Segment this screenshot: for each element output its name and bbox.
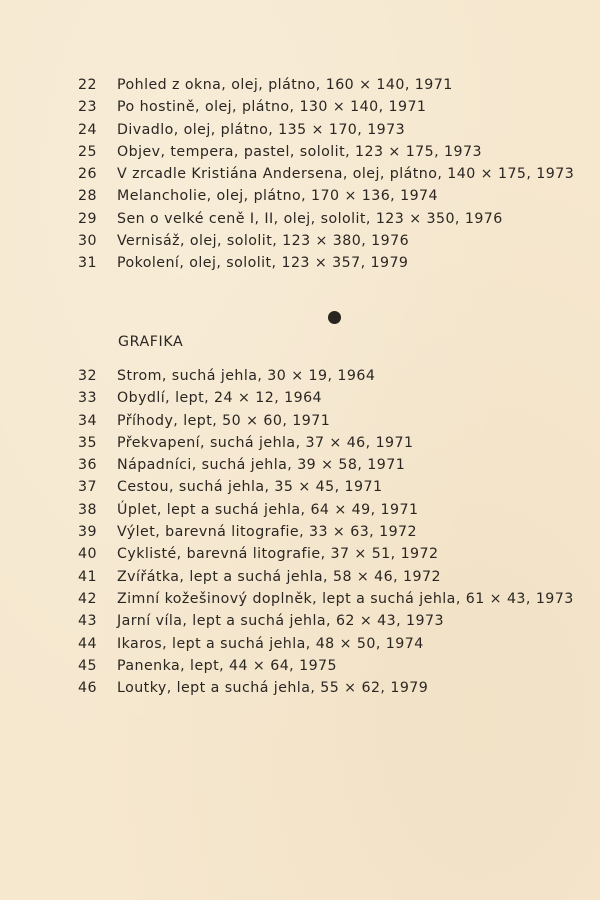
entry-description: Pokolení, olej, sololit, 123 × 357, 1979 <box>117 255 409 272</box>
entry-description: Cyklisté, barevná litografie, 37 × 51, 1972 <box>117 546 439 563</box>
entry-number: 37 <box>78 479 97 496</box>
entry-description: Loutky, lept a suchá jehla, 55 × 62, 1979 <box>117 680 429 697</box>
entry-number: 28 <box>78 188 97 205</box>
catalogue-entry <box>78 365 578 387</box>
paintings-list <box>78 74 578 275</box>
entry-description: Melancholie, olej, plátno, 170 × 136, 1974 <box>117 188 439 205</box>
entry-description: Sen o velké ceně I, II, olej, sololit, 123 × 350, 1976 <box>117 210 503 227</box>
entry-number: 44 <box>78 635 97 652</box>
entry-number: 40 <box>78 546 97 563</box>
entry-description: Úplet, lept a suchá jehla, 64 × 49, 1971 <box>117 501 419 518</box>
entry-number: 35 <box>78 434 97 451</box>
catalogue-entry <box>78 163 578 185</box>
catalogue-entry <box>78 230 578 252</box>
catalogue-entry <box>78 633 578 655</box>
entry-description: Výlet, barevná litografie, 33 × 63, 1972 <box>117 524 417 541</box>
entry-number: 34 <box>78 412 97 429</box>
entry-description: Strom, suchá jehla, 30 × 19, 1964 <box>117 368 376 384</box>
entry-number: 30 <box>78 233 97 250</box>
entry-description: Překvapení, suchá jehla, 37 × 46, 1971 <box>117 434 414 451</box>
catalogue-entry <box>78 252 578 274</box>
catalogue-entry <box>78 74 578 96</box>
entry-description: V zrcadle Kristiána Andersena, olej, plátno, 140 × 175, 1973 <box>117 166 575 183</box>
entry-number: 33 <box>78 390 97 407</box>
catalogue-entry <box>78 96 578 118</box>
catalogue-entry <box>78 432 578 454</box>
entry-number: 42 <box>78 590 97 607</box>
catalogue-entry <box>78 410 578 432</box>
entry-description: Jarní víla, lept a suchá jehla, 62 × 43, 1973 <box>117 613 444 630</box>
entry-description: Obydlí, lept, 24 × 12, 1964 <box>117 390 323 407</box>
catalogue-entry <box>78 677 578 699</box>
entry-description: Panenka, lept, 44 × 64, 1975 <box>117 657 338 674</box>
entry-description: Divadlo, olej, plátno, 135 × 170, 1973 <box>117 121 406 138</box>
entry-number: 41 <box>78 568 97 585</box>
entry-number: 23 <box>78 99 97 116</box>
catalogue-entry <box>78 543 578 565</box>
entry-description: Zvířátka, lept a suchá jehla, 58 × 46, 1972 <box>117 568 441 585</box>
catalogue-entry <box>78 588 578 610</box>
entry-description: Cestou, suchá jehla, 35 × 45, 1971 <box>117 479 383 496</box>
entry-description: Po hostině, olej, plátno, 130 × 140, 1971 <box>117 99 427 116</box>
entry-number: 36 <box>78 457 97 474</box>
entry-description: Nápadníci, suchá jehla, 39 × 58, 1971 <box>117 457 406 474</box>
entry-number: 43 <box>78 613 97 630</box>
entry-number: 45 <box>78 657 97 674</box>
catalogue-entry <box>78 499 578 521</box>
entry-number: 39 <box>78 524 97 541</box>
entry-number: 38 <box>78 501 97 518</box>
catalogue-entry <box>78 185 578 207</box>
section-heading: GRAFIKA <box>118 334 184 350</box>
entry-number: 29 <box>78 210 97 227</box>
catalogue-entry <box>78 610 578 632</box>
catalogue-entry <box>78 141 578 163</box>
entry-number: 31 <box>78 255 97 272</box>
catalogue-entry <box>78 566 578 588</box>
catalogue-entry <box>78 208 578 230</box>
catalogue-entry <box>78 387 578 409</box>
entry-number: 22 <box>78 77 97 93</box>
entry-description: Příhody, lept, 50 × 60, 1971 <box>117 412 331 429</box>
entry-number: 24 <box>78 121 97 138</box>
entry-description: Ikaros, lept a suchá jehla, 48 × 50, 1974 <box>117 635 424 652</box>
section-divider-dot <box>328 311 341 324</box>
entry-number: 25 <box>78 143 97 160</box>
catalogue-entry <box>78 454 578 476</box>
catalogue-entry <box>78 476 578 498</box>
catalogue-entry <box>78 655 578 677</box>
catalogue-entry <box>78 521 578 543</box>
entry-description: Pohled z okna, olej, plátno, 160 × 140, 1971 <box>117 77 453 93</box>
entry-number: 32 <box>78 368 97 384</box>
entry-description: Objev, tempera, pastel, sololit, 123 × 175, 1973 <box>117 143 482 160</box>
entry-number: 46 <box>78 680 97 697</box>
catalogue-entry <box>78 119 578 141</box>
entry-description: Zimní kožešinový doplněk, lept a suchá jehla, 61 × 43, 1973 <box>117 590 574 607</box>
graphics-list <box>78 365 578 699</box>
entry-number: 26 <box>78 166 97 183</box>
entry-description: Vernisáž, olej, sololit, 123 × 380, 1976 <box>117 233 410 250</box>
